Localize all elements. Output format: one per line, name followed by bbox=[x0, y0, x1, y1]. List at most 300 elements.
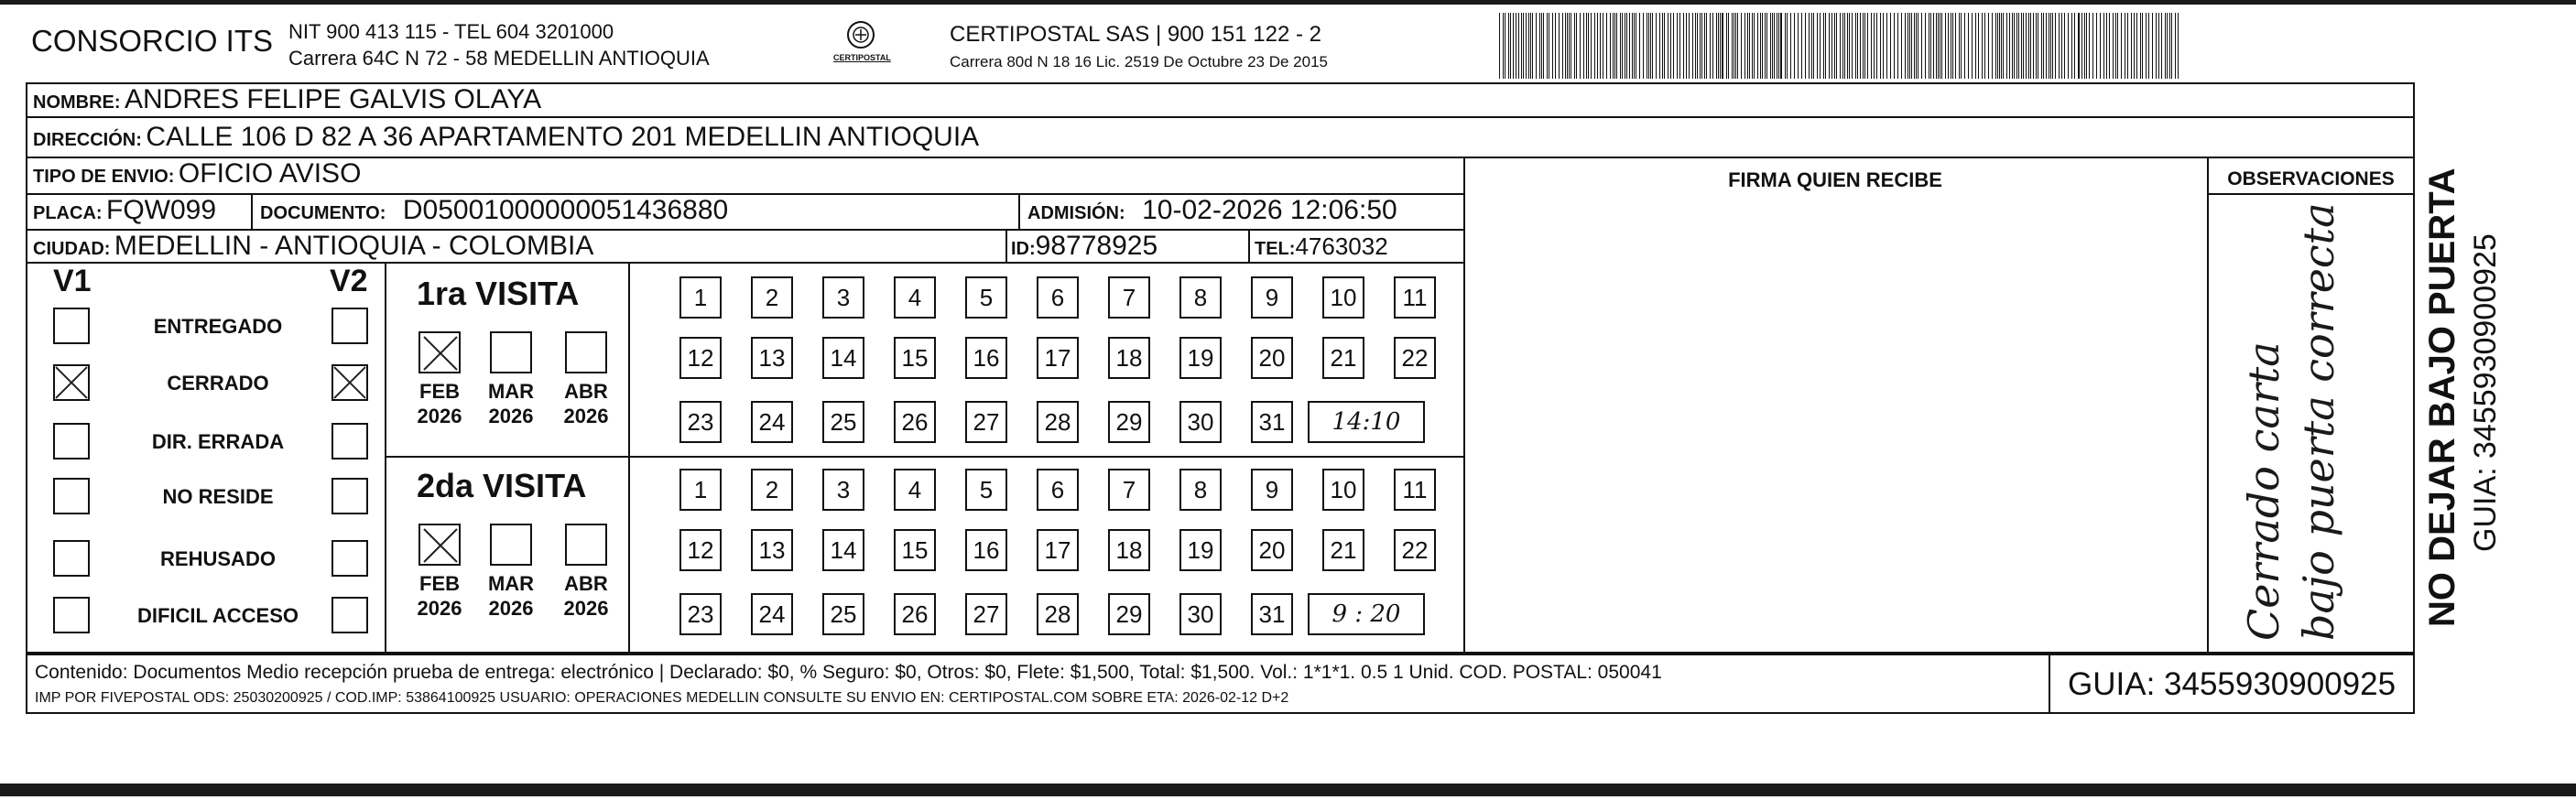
day-checkbox[interactable]: 3 bbox=[822, 276, 864, 319]
barcode-bar bbox=[1894, 13, 1895, 79]
handwritten-observation-1: Cerrado carta bbox=[2239, 341, 2288, 641]
day-checkbox[interactable]: 20 bbox=[1251, 337, 1293, 379]
v2-checkbox[interactable] bbox=[332, 478, 368, 514]
barcode-bar bbox=[2103, 13, 2104, 79]
day-checkbox[interactable]: 27 bbox=[965, 401, 1007, 443]
v2-label: V2 bbox=[330, 264, 368, 298]
barcode-bar bbox=[1921, 13, 1922, 79]
barcode-bar bbox=[1565, 13, 1566, 79]
day-checkbox[interactable]: 3 bbox=[822, 469, 864, 511]
barcode-bar bbox=[2089, 13, 2090, 79]
barcode-bar bbox=[2006, 13, 2007, 79]
barcode-bar bbox=[1597, 13, 1598, 79]
footer-guia: GUIA: 3455930900925 bbox=[2068, 666, 2397, 702]
day-checkbox[interactable]: 8 bbox=[1179, 276, 1222, 319]
barcode-bar bbox=[1692, 13, 1693, 79]
month-label: ABR 2026 bbox=[563, 380, 609, 427]
company-address: Carrera 64C N 72 - 58 MEDELLIN ANTIOQUIA bbox=[288, 47, 710, 70]
month-checkbox[interactable] bbox=[418, 331, 461, 373]
barcode-bar bbox=[1712, 13, 1713, 79]
day-checkbox[interactable]: 11 bbox=[1394, 276, 1436, 319]
barcode-bar bbox=[1559, 13, 1560, 79]
barcode-bar bbox=[1772, 13, 1773, 79]
col-line bbox=[2207, 157, 2209, 654]
barcode-bar bbox=[1770, 13, 1771, 79]
documento-label: DOCUMENTO: bbox=[260, 203, 386, 223]
barcode-bar bbox=[1539, 13, 1540, 79]
barcode-bar bbox=[1785, 13, 1786, 79]
day-checkbox[interactable]: 23 bbox=[679, 593, 722, 635]
barcode-bar bbox=[1811, 13, 1812, 79]
barcode-bar bbox=[1836, 13, 1837, 79]
day-checkbox[interactable]: 4 bbox=[894, 276, 936, 319]
barcode-bar bbox=[1704, 13, 1705, 79]
carrier-name: CERTIPOSTAL SAS | 900 151 122 - 2 bbox=[950, 22, 1321, 47]
day-checkbox[interactable]: 4 bbox=[894, 469, 936, 511]
barcode-bar bbox=[1787, 13, 1788, 79]
footer-contenido: Contenido: Documentos Medio recepción prueba de entrega: electrónico | Declarado: $0, % Seguro: $0, Otros: $0, Flete: $1,500, Total: $1,500. Vol.: 1*1*1. 0.5 1 Unid. COD. POSTAL: 050041 bbox=[35, 662, 1662, 683]
v2-checkbox[interactable] bbox=[332, 423, 368, 459]
top-border bbox=[0, 0, 2576, 5]
visit-time: 14:10 bbox=[1308, 401, 1425, 443]
day-checkbox[interactable]: 29 bbox=[1108, 593, 1150, 635]
barcode bbox=[1499, 13, 2181, 79]
status-label: ENTREGADO bbox=[153, 315, 283, 338]
barcode-bar bbox=[1955, 13, 1956, 79]
barcode-bar bbox=[1523, 13, 1524, 79]
day-checkbox[interactable]: 20 bbox=[1251, 529, 1293, 571]
barcode-bar bbox=[2018, 13, 2019, 79]
day-checkbox[interactable]: 13 bbox=[751, 529, 793, 571]
barcode-bar bbox=[2117, 13, 2118, 79]
barcode-bar bbox=[1849, 13, 1850, 79]
barcode-bar bbox=[2064, 13, 2065, 79]
barcode-bar bbox=[1752, 13, 1753, 79]
barcode-bar bbox=[2021, 13, 2022, 79]
barcode-bar bbox=[1528, 13, 1529, 79]
barcode-bar bbox=[2175, 13, 2176, 79]
barcode-bar bbox=[2030, 13, 2031, 79]
v1-checkbox[interactable] bbox=[53, 364, 90, 401]
barcode-bar bbox=[2127, 13, 2128, 79]
tipo-value: OFICIO AVISO bbox=[178, 158, 362, 189]
placa-row bbox=[33, 195, 216, 226]
day-checkbox[interactable]: 16 bbox=[965, 337, 1007, 379]
month-checkbox[interactable] bbox=[565, 331, 607, 373]
barcode-bar bbox=[2012, 13, 2013, 79]
barcode-bar bbox=[2169, 13, 2170, 79]
admision-value: 10-02-2026 12:06:50 bbox=[1142, 195, 1397, 225]
barcode-bar bbox=[1622, 13, 1623, 79]
col-line bbox=[1248, 229, 1250, 262]
day-checkbox[interactable]: 8 bbox=[1179, 469, 1222, 511]
barcode-bar bbox=[2158, 13, 2159, 79]
day-checkbox[interactable]: 31 bbox=[1251, 401, 1293, 443]
barcode-bar bbox=[1600, 13, 1601, 79]
barcode-bar bbox=[1765, 13, 1766, 79]
barcode-bar bbox=[1652, 13, 1653, 79]
barcode-bar bbox=[1867, 13, 1868, 79]
day-checkbox[interactable]: 17 bbox=[1037, 337, 1079, 379]
barcode-bar bbox=[2115, 13, 2116, 79]
barcode-bar bbox=[1933, 13, 1934, 79]
barcode-bar bbox=[2096, 13, 2097, 79]
barcode-bar bbox=[1988, 13, 1989, 79]
barcode-bar bbox=[2100, 13, 2101, 79]
barcode-bar bbox=[1813, 13, 1814, 79]
month-checkbox[interactable] bbox=[418, 524, 461, 566]
barcode-bar bbox=[1897, 13, 1898, 79]
v1-checkbox[interactable] bbox=[53, 597, 90, 633]
month-checkbox[interactable] bbox=[490, 331, 532, 373]
barcode-bar bbox=[2146, 13, 2147, 79]
tipo-label: TIPO DE ENVIO: bbox=[33, 167, 175, 187]
barcode-bar bbox=[2046, 13, 2047, 79]
barcode-bar bbox=[1626, 13, 1627, 79]
barcode-bar bbox=[1952, 13, 1953, 79]
barcode-bar bbox=[1847, 13, 1848, 79]
day-checkbox[interactable]: 21 bbox=[1322, 337, 1364, 379]
barcode-bar bbox=[1995, 13, 1996, 79]
side-guia: GUIA: 3455930900925 bbox=[2468, 233, 2503, 552]
barcode-bar bbox=[2121, 13, 2122, 79]
barcode-bar bbox=[1530, 13, 1531, 79]
barcode-bar bbox=[1552, 13, 1553, 79]
barcode-bar bbox=[1591, 13, 1592, 79]
day-checkbox[interactable]: 9 bbox=[1251, 276, 1293, 319]
barcode-bar bbox=[1916, 13, 1917, 79]
barcode-bar bbox=[1964, 13, 1965, 79]
month-label: FEB 2026 bbox=[417, 380, 462, 427]
day-checkbox[interactable]: 25 bbox=[822, 593, 864, 635]
barcode-bar bbox=[2161, 13, 2162, 79]
barcode-bar bbox=[1876, 13, 1877, 79]
barcode-bar bbox=[1706, 13, 1707, 79]
day-checkbox[interactable]: 1 bbox=[679, 469, 722, 511]
day-checkbox[interactable]: 12 bbox=[679, 337, 722, 379]
day-checkbox[interactable]: 28 bbox=[1037, 593, 1079, 635]
month-checkbox[interactable] bbox=[490, 524, 532, 566]
barcode-bar bbox=[1762, 13, 1763, 79]
barcode-bar bbox=[1874, 13, 1875, 79]
barcode-bar bbox=[1747, 13, 1748, 79]
barcode-bar bbox=[1890, 13, 1891, 79]
barcode-bar bbox=[2142, 13, 2143, 79]
month-checkbox[interactable] bbox=[565, 524, 607, 566]
barcode-bar bbox=[1656, 13, 1657, 79]
row-line bbox=[385, 456, 1463, 458]
col-line bbox=[385, 262, 386, 654]
status-label: DIR. ERRADA bbox=[151, 430, 285, 453]
barcode-bar bbox=[1911, 13, 1912, 79]
day-checkbox[interactable]: 23 bbox=[679, 401, 722, 443]
day-checkbox[interactable]: 21 bbox=[1322, 529, 1364, 571]
barcode-bar bbox=[1588, 13, 1589, 79]
barcode-bar bbox=[2078, 13, 2080, 79]
barcode-bar bbox=[2009, 13, 2010, 79]
v2-checkbox[interactable] bbox=[332, 308, 368, 344]
barcode-bar bbox=[1737, 13, 1738, 79]
barcode-bar bbox=[1817, 13, 1818, 79]
barcode-bar bbox=[1722, 13, 1723, 79]
barcode-bar bbox=[1513, 13, 1514, 79]
barcode-bar bbox=[1659, 13, 1660, 79]
barcode-bar bbox=[1720, 13, 1721, 79]
barcode-bar bbox=[1518, 13, 1519, 79]
barcode-bar bbox=[1632, 13, 1633, 79]
barcode-bar bbox=[1823, 13, 1824, 79]
barcode-bar bbox=[2014, 13, 2015, 79]
barcode-bar bbox=[1863, 13, 1864, 79]
logo-caption: CERTIPOSTAL bbox=[833, 53, 891, 62]
barcode-bar bbox=[1941, 13, 1942, 79]
barcode-bar bbox=[1594, 13, 1595, 79]
day-checkbox[interactable]: 11 bbox=[1394, 469, 1436, 511]
day-checkbox[interactable]: 30 bbox=[1179, 593, 1222, 635]
day-checkbox[interactable]: 22 bbox=[1394, 529, 1436, 571]
barcode-bar bbox=[1614, 13, 1615, 79]
bottom-border bbox=[0, 784, 2576, 796]
barcode-bar bbox=[1700, 13, 1701, 79]
barcode-bar bbox=[1766, 13, 1767, 79]
barcode-bar bbox=[2074, 13, 2075, 79]
day-checkbox[interactable]: 15 bbox=[894, 337, 936, 379]
barcode-bar bbox=[1754, 13, 1755, 79]
barcode-bar bbox=[1972, 13, 1973, 79]
barcode-bar bbox=[1567, 13, 1568, 79]
barcode-bar bbox=[1616, 13, 1617, 79]
barcode-bar bbox=[1555, 13, 1556, 79]
barcode-bar bbox=[1677, 13, 1678, 79]
placa-label: PLACA: bbox=[33, 203, 103, 223]
barcode-bar bbox=[1820, 13, 1821, 79]
barcode-bar bbox=[1961, 13, 1962, 79]
barcode-bar bbox=[1576, 13, 1577, 79]
barcode-bar bbox=[1673, 13, 1674, 79]
barcode-bar bbox=[1959, 13, 1960, 79]
day-checkbox[interactable]: 9 bbox=[1251, 469, 1293, 511]
barcode-bar bbox=[2113, 13, 2114, 79]
certipostal-logo-icon bbox=[842, 20, 879, 51]
day-checkbox[interactable]: 2 bbox=[751, 469, 793, 511]
day-checkbox[interactable]: 19 bbox=[1179, 529, 1222, 571]
footer-imp: IMP POR FIVEPOSTAL ODS: 25030200925 / COD.IMP: 53864100925 USUARIO: OPERACIONES MEDELLIN CONSULTE SU ENVIO EN: CERTIPOSTAL.COM SOBRE ETA: 2026-02-12 D+2 bbox=[35, 690, 1289, 706]
barcode-bar bbox=[1886, 13, 1887, 79]
day-checkbox[interactable]: 18 bbox=[1108, 337, 1150, 379]
barcode-bar bbox=[1574, 13, 1575, 79]
barcode-bar bbox=[2028, 13, 2029, 79]
tipo-row bbox=[33, 158, 361, 189]
col-line bbox=[1018, 193, 1020, 229]
visit2-title: 2da VISITA bbox=[417, 467, 587, 504]
ciudad-value: MEDELLIN - ANTIOQUIA - COLOMBIA bbox=[114, 231, 594, 261]
col-line bbox=[628, 262, 630, 654]
barcode-bar bbox=[2167, 13, 2168, 79]
barcode-bar bbox=[1844, 13, 1845, 79]
barcode-bar bbox=[1648, 13, 1649, 79]
day-checkbox[interactable]: 22 bbox=[1394, 337, 1436, 379]
barcode-bar bbox=[2081, 13, 2082, 79]
company-name: CONSORCIO ITS bbox=[31, 24, 274, 58]
barcode-bar bbox=[1521, 13, 1522, 79]
ciudad-row bbox=[33, 231, 593, 262]
nombre-label: NOMBRE: bbox=[33, 92, 121, 113]
barcode-bar bbox=[1984, 13, 1985, 79]
day-checkbox[interactable]: 16 bbox=[965, 529, 1007, 571]
barcode-bar bbox=[1999, 13, 2000, 79]
day-checkbox[interactable]: 7 bbox=[1108, 469, 1150, 511]
day-checkbox[interactable]: 10 bbox=[1322, 276, 1364, 319]
barcode-bar bbox=[1689, 13, 1690, 79]
barcode-bar bbox=[1857, 13, 1858, 79]
day-checkbox[interactable]: 28 bbox=[1037, 401, 1079, 443]
barcode-bar bbox=[1855, 13, 1856, 79]
col-line bbox=[1463, 157, 1465, 654]
day-checkbox[interactable]: 24 bbox=[751, 401, 793, 443]
day-checkbox[interactable]: 30 bbox=[1179, 401, 1222, 443]
barcode-bar bbox=[1718, 13, 1719, 79]
day-checkbox[interactable]: 5 bbox=[965, 469, 1007, 511]
barcode-bar bbox=[2036, 13, 2037, 79]
barcode-bar bbox=[2140, 13, 2141, 79]
nombre-row bbox=[33, 84, 541, 115]
day-checkbox[interactable]: 27 bbox=[965, 593, 1007, 635]
barcode-bar bbox=[2033, 13, 2034, 79]
barcode-bar bbox=[2152, 13, 2153, 79]
barcode-bar bbox=[1664, 13, 1665, 79]
barcode-bar bbox=[1914, 13, 1915, 79]
day-checkbox[interactable]: 1 bbox=[679, 276, 722, 319]
id-row bbox=[1011, 231, 1158, 262]
barcode-bar bbox=[1860, 13, 1861, 79]
barcode-bar bbox=[1842, 13, 1843, 79]
barcode-bar bbox=[1901, 13, 1902, 79]
barcode-bar bbox=[1905, 13, 1906, 79]
barcode-bar bbox=[1871, 13, 1872, 79]
col-line bbox=[2049, 654, 2050, 714]
month-label: MAR 2026 bbox=[487, 572, 535, 620]
v1-checkbox[interactable] bbox=[53, 540, 90, 577]
day-checkbox[interactable]: 25 bbox=[822, 401, 864, 443]
v2-checkbox[interactable] bbox=[332, 364, 368, 401]
barcode-bar bbox=[1936, 13, 1937, 79]
barcode-bar bbox=[1547, 13, 1548, 79]
day-checkbox[interactable]: 2 bbox=[751, 276, 793, 319]
row-line bbox=[26, 157, 2415, 158]
barcode-bar bbox=[1586, 13, 1587, 79]
barcode-bar bbox=[1930, 13, 1931, 79]
row-line bbox=[26, 262, 1463, 264]
day-checkbox[interactable]: 5 bbox=[965, 276, 1007, 319]
day-checkbox[interactable]: 19 bbox=[1179, 337, 1222, 379]
day-checkbox[interactable]: 24 bbox=[751, 593, 793, 635]
day-checkbox[interactable]: 12 bbox=[679, 529, 722, 571]
day-checkbox[interactable]: 31 bbox=[1251, 593, 1293, 635]
barcode-bar bbox=[2068, 13, 2069, 79]
barcode-bar bbox=[2061, 13, 2062, 79]
barcode-bar bbox=[1801, 13, 1802, 79]
day-checkbox[interactable]: 29 bbox=[1108, 401, 1150, 443]
firma-label: FIRMA QUIEN RECIBE bbox=[1728, 168, 1942, 191]
day-checkbox[interactable]: 15 bbox=[894, 529, 936, 571]
barcode-bar bbox=[1741, 13, 1742, 79]
v1-checkbox[interactable] bbox=[53, 478, 90, 514]
barcode-bar bbox=[1864, 13, 1865, 79]
barcode-bar bbox=[1992, 13, 1993, 79]
barcode-bar bbox=[1978, 13, 1979, 79]
v1-checkbox[interactable] bbox=[53, 423, 90, 459]
barcode-bar bbox=[1834, 13, 1835, 79]
barcode-bar bbox=[1583, 13, 1584, 79]
barcode-bar bbox=[1749, 13, 1750, 79]
barcode-bar bbox=[1629, 13, 1630, 79]
barcode-bar bbox=[1503, 13, 1504, 79]
company-nit: NIT 900 413 115 - TEL 604 3201000 bbox=[288, 20, 614, 43]
barcode-bar bbox=[1541, 13, 1542, 79]
day-checkbox[interactable]: 14 bbox=[822, 529, 864, 571]
day-checkbox[interactable]: 17 bbox=[1037, 529, 1079, 571]
barcode-bar bbox=[1925, 13, 1926, 79]
day-checkbox[interactable]: 14 bbox=[822, 337, 864, 379]
barcode-bar bbox=[1805, 13, 1806, 79]
day-checkbox[interactable]: 6 bbox=[1037, 469, 1079, 511]
direccion-label: DIRECCIÓN: bbox=[33, 130, 142, 150]
barcode-bar bbox=[2052, 13, 2053, 79]
barcode-bar bbox=[1883, 13, 1884, 79]
barcode-bar bbox=[1499, 13, 1500, 79]
month-label: MAR 2026 bbox=[487, 380, 535, 427]
barcode-bar bbox=[1643, 13, 1644, 79]
barcode-bar bbox=[2165, 13, 2166, 79]
barcode-bar bbox=[1778, 13, 1779, 79]
month-label: ABR 2026 bbox=[563, 572, 609, 620]
visit1-title: 1ra VISITA bbox=[417, 275, 580, 312]
day-checkbox[interactable]: 10 bbox=[1322, 469, 1364, 511]
barcode-bar bbox=[2003, 13, 2004, 79]
status-label: DIFICIL ACCESO bbox=[136, 604, 299, 627]
day-checkbox[interactable]: 18 bbox=[1108, 529, 1150, 571]
v2-checkbox[interactable] bbox=[332, 597, 368, 633]
day-checkbox[interactable]: 7 bbox=[1108, 276, 1150, 319]
day-checkbox[interactable]: 26 bbox=[894, 593, 936, 635]
barcode-bar bbox=[1945, 13, 1946, 79]
v2-checkbox[interactable] bbox=[332, 540, 368, 577]
barcode-bar bbox=[1697, 13, 1698, 79]
barcode-bar bbox=[1710, 13, 1711, 79]
barcode-bar bbox=[1569, 13, 1570, 79]
handwritten-observation-2: bajo puerta correcta bbox=[2294, 202, 2343, 641]
tel-label: TEL: bbox=[1255, 239, 1296, 259]
status-label: NO RESIDE bbox=[162, 485, 274, 508]
barcode-bar bbox=[2156, 13, 2157, 79]
barcode-bar bbox=[1831, 13, 1832, 79]
day-checkbox[interactable]: 6 bbox=[1037, 276, 1079, 319]
barcode-bar bbox=[2084, 13, 2085, 79]
day-checkbox[interactable]: 26 bbox=[894, 401, 936, 443]
id-label: ID: bbox=[1011, 239, 1036, 259]
barcode-bar bbox=[2071, 13, 2072, 79]
barcode-bar bbox=[1840, 13, 1841, 79]
tel-row bbox=[1255, 232, 1388, 261]
v1-checkbox[interactable] bbox=[53, 308, 90, 344]
barcode-bar bbox=[1543, 13, 1544, 79]
day-checkbox[interactable]: 13 bbox=[751, 337, 793, 379]
barcode-bar bbox=[2086, 13, 2087, 79]
barcode-bar bbox=[1695, 13, 1696, 79]
direccion-row bbox=[33, 122, 979, 153]
barcode-bar bbox=[1997, 13, 1998, 79]
barcode-bar bbox=[1798, 13, 1799, 79]
